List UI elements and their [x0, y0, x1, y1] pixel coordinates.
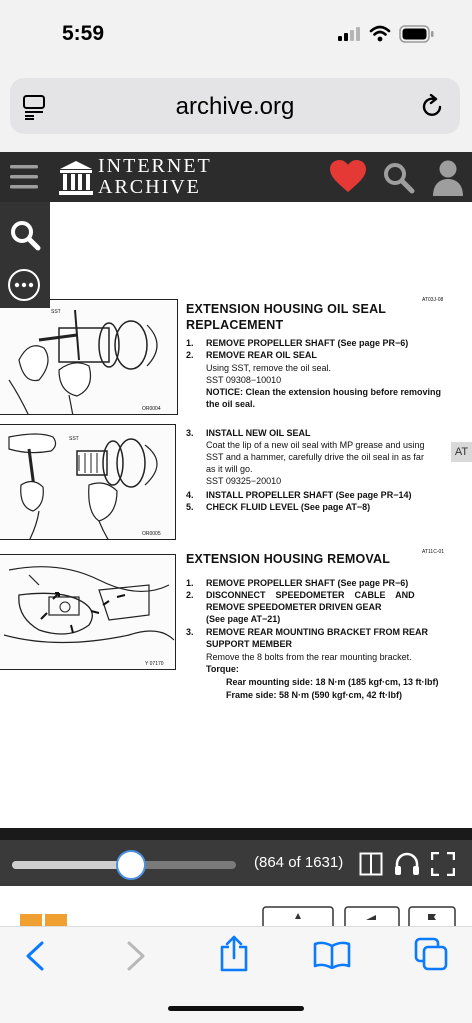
step-number: 2.	[186, 590, 194, 600]
more-options-icon[interactable]	[7, 268, 41, 302]
figure-oil-seal-removal	[0, 299, 178, 415]
page-counter: (864 of 1631)	[254, 854, 344, 871]
extension-housing-illustration	[0, 555, 176, 670]
step-text: INSTALL PROPELLER SHAFT (See page PR−14)	[206, 490, 412, 500]
figure3-code: Y 07170	[145, 661, 164, 667]
status-time: 5:59	[62, 22, 105, 45]
cellular-signal-icon	[338, 27, 360, 41]
two-page-view-icon[interactable]	[359, 852, 383, 876]
step-notice: NOTICE: Clean the extension housing before removing	[206, 387, 442, 397]
figure2-code: OR0005	[142, 531, 161, 537]
bookmarks-icon[interactable]	[313, 941, 351, 969]
step-detail: SST 09308−10010	[206, 375, 282, 385]
site-title-line2[interactable]: ARCHIVE	[98, 176, 201, 198]
figure2-sst-label: SST	[69, 436, 79, 442]
forward-arrow-icon[interactable]	[125, 941, 147, 971]
search-icon[interactable]	[383, 162, 415, 194]
heart-donate-icon[interactable]	[330, 160, 366, 194]
archive-logo-icon[interactable]	[58, 160, 94, 196]
address-bar[interactable]	[10, 78, 460, 134]
step-text: (See page AT−21)	[206, 614, 281, 624]
step-number: 4.	[186, 490, 194, 500]
step-text: INSTALL NEW OIL SEAL	[206, 428, 311, 438]
figure1-code: OR0004	[142, 406, 161, 412]
step-text: REMOVE PROPELLER SHAFT (See page PR−6)	[206, 578, 409, 588]
step-number: 1.	[186, 338, 194, 348]
user-account-icon[interactable]	[432, 160, 464, 196]
book-page	[0, 202, 472, 828]
step-text: REMOVE SPEEDOMETER DRIVEN GEAR	[206, 602, 382, 612]
book-thumbnail-icon	[20, 914, 68, 926]
figure1-sst-label: SST	[51, 309, 61, 315]
step-detail: SST and a hammer, carefully drive the oil seal in as far	[206, 452, 424, 462]
reload-icon[interactable]	[421, 94, 445, 120]
hamburger-menu-icon[interactable]	[10, 165, 38, 189]
section1-title-line2: REPLACEMENT	[186, 318, 284, 332]
share-icon[interactable]	[218, 935, 250, 973]
wifi-icon	[369, 25, 391, 42]
step-text: DISCONNECT SPEEDOMETER CABLE AND	[206, 590, 415, 600]
section2-code: AT11C-01	[422, 549, 445, 555]
status-bar	[0, 0, 472, 72]
share-button-icon[interactable]	[344, 906, 400, 926]
book-reader-controls	[0, 840, 472, 886]
step-text: CHECK FLUID LEVEL (See page AT−8)	[206, 502, 371, 512]
step-text: REMOVE REAR MOUNTING BRACKET FROM REAR	[206, 627, 428, 637]
flag-button-icon[interactable]	[408, 906, 456, 926]
favorite-button-icon[interactable]	[262, 906, 334, 926]
step-number: 5.	[186, 502, 194, 512]
section-side-tab: AT	[451, 442, 472, 462]
url-text[interactable]: archive.org	[175, 93, 295, 120]
battery-icon	[399, 24, 435, 44]
page-divider	[0, 828, 472, 840]
site-header	[0, 152, 472, 202]
back-arrow-icon[interactable]	[24, 941, 46, 971]
page-slider-fill	[12, 861, 131, 869]
search-inside-icon[interactable]	[10, 220, 42, 252]
address-bar-area	[0, 72, 472, 152]
oil-seal-removal-illustration	[0, 300, 178, 415]
step-text: REMOVE REAR OIL SEAL	[206, 350, 317, 360]
section2-title: EXTENSION HOUSING REMOVAL	[186, 552, 391, 566]
figure-oil-seal-install	[0, 424, 176, 540]
step-number: 1.	[186, 578, 194, 588]
step-detail: Coat the lip of a new oil seal with MP grease and using	[206, 440, 425, 450]
home-indicator	[168, 1006, 304, 1011]
oil-seal-install-illustration	[0, 425, 176, 540]
step-detail: Remove the 8 bolts from the rear mounting bracket.	[206, 652, 412, 662]
fullscreen-icon[interactable]	[431, 852, 455, 876]
step-number: 2.	[186, 350, 194, 360]
section1-title-line1: EXTENSION HOUSING OIL SEAL	[186, 302, 387, 316]
step-detail: as it will go.	[206, 464, 253, 474]
step-detail: Using SST, remove the oil seal.	[206, 363, 332, 373]
step-number: 3.	[186, 428, 194, 438]
side-tools-panel	[0, 202, 50, 308]
page-slider-handle[interactable]	[116, 850, 146, 880]
section1-code: AT03J-08	[422, 297, 444, 303]
step-number: 3.	[186, 627, 194, 637]
read-aloud-headphones-icon[interactable]	[394, 852, 420, 876]
step-text: REMOVE PROPELLER SHAFT (See page PR−6)	[206, 338, 409, 348]
step-detail: SST 09325−20010	[206, 476, 282, 486]
step-notice: the oil seal.	[206, 399, 256, 409]
torque-spec: Rear mounting side: 18 N·m (185 kgf·cm, 13 ft·lbf)	[226, 677, 439, 687]
tabs-icon[interactable]	[414, 937, 450, 973]
step-detail: Torque:	[206, 664, 239, 674]
site-title-line1[interactable]: INTERNET	[98, 155, 212, 177]
step-text: SUPPORT MEMBER	[206, 639, 293, 649]
figure-extension-housing	[0, 554, 176, 670]
below-reader-content	[0, 886, 472, 926]
torque-spec: Frame side: 58 N·m (590 kgf·cm, 42 ft·lbf)	[226, 690, 403, 700]
